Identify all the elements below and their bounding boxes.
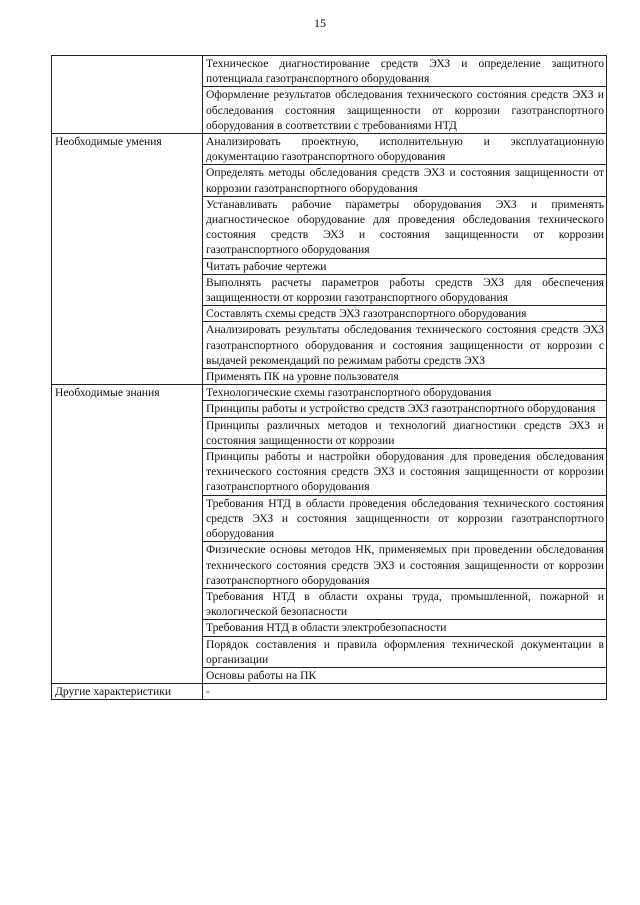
section-label: Необходимые знания xyxy=(52,385,203,684)
table-cell: Выполнять расчеты параметров работы средств ЭХЗ для обеспечения защищенности от коррозии газотранспортного оборудования xyxy=(203,274,607,305)
table-cell: Читать рабочие чертежи xyxy=(203,258,607,274)
section-label xyxy=(52,56,203,134)
table-cell: Требования НТД в области проведения обследования технического состояния средств ЭХЗ и состояния защищенности от коррозии газотранспортного оборудования xyxy=(203,495,607,542)
table-cell: Требования НТД в области электробезопасности xyxy=(203,620,607,636)
table-row xyxy=(52,56,607,87)
table-cell: Технологические схемы газотранспортного оборудования xyxy=(203,385,607,401)
table-cell: Оформление результатов обследования технического состояния средств ЭХЗ и обследования состояния защищенности от коррозии газотранспортного оборудования в соответствии с требованиями НТД xyxy=(203,87,607,134)
table-cell: Устанавливать рабочие параметры оборудования ЭХЗ и применять диагностическое оборудование для проведения обследования технического состояния средств ЭХЗ и состояния защищенности от коррозии газотранспортного оборудования xyxy=(203,196,607,258)
table-cell: Составлять схемы средств ЭХЗ газотранспортного оборудования xyxy=(203,306,607,322)
table-cell: Применять ПК на уровне пользователя xyxy=(203,369,607,385)
table-cell: Техническое диагностирование средств ЭХЗ и определение защитного потенциала газотранспортного оборудования xyxy=(203,56,607,87)
table-cell: Физические основы методов НК, применяемых при проведении обследования технического состояния средств ЭХЗ и состояния защищенности от коррозии газотранспортного оборудования xyxy=(203,542,607,589)
table-row xyxy=(52,134,607,165)
page-number: 15 xyxy=(314,16,326,30)
table-row xyxy=(52,684,607,700)
table-cell: Порядок составления и правила оформления технической документации в организации xyxy=(203,636,607,667)
table-cell: Принципы работы и настройки оборудования для проведения обследования технического состояния средств ЭХЗ и состояния защищенности от коррозии газотранспортного оборудования xyxy=(203,449,607,496)
table-cell: - xyxy=(203,684,607,700)
section-label: Необходимые умения xyxy=(52,134,203,385)
table-cell: Основы работы на ПК xyxy=(203,667,607,683)
section-label: Другие характеристики xyxy=(52,684,203,700)
table-cell: Анализировать результаты обследования технического состояния средств ЭХЗ газотранспортного оборудования и состояния защищенности от коррозии с выдачей рекомендаций по режимам работы средств ЭХЗ xyxy=(203,322,607,369)
table-cell: Определять методы обследования средств ЭХЗ и состояния защищенности от коррозии газотранспортного оборудования xyxy=(203,165,607,196)
table-cell: Принципы работы и устройство средств ЭХЗ газотранспортного оборудования xyxy=(203,401,607,417)
table-cell: Анализировать проектную, исполнительную и эксплуатационную документацию газотранспортного оборудования xyxy=(203,134,607,165)
table-row xyxy=(52,385,607,401)
competency-table xyxy=(51,55,607,700)
table-cell: Требования НТД в области охраны труда, промышленной, пожарной и экологической безопасности xyxy=(203,588,607,619)
table-cell: Принципы различных методов и технологий диагностики средств ЭХЗ и состояния защищенности от коррозии xyxy=(203,417,607,448)
